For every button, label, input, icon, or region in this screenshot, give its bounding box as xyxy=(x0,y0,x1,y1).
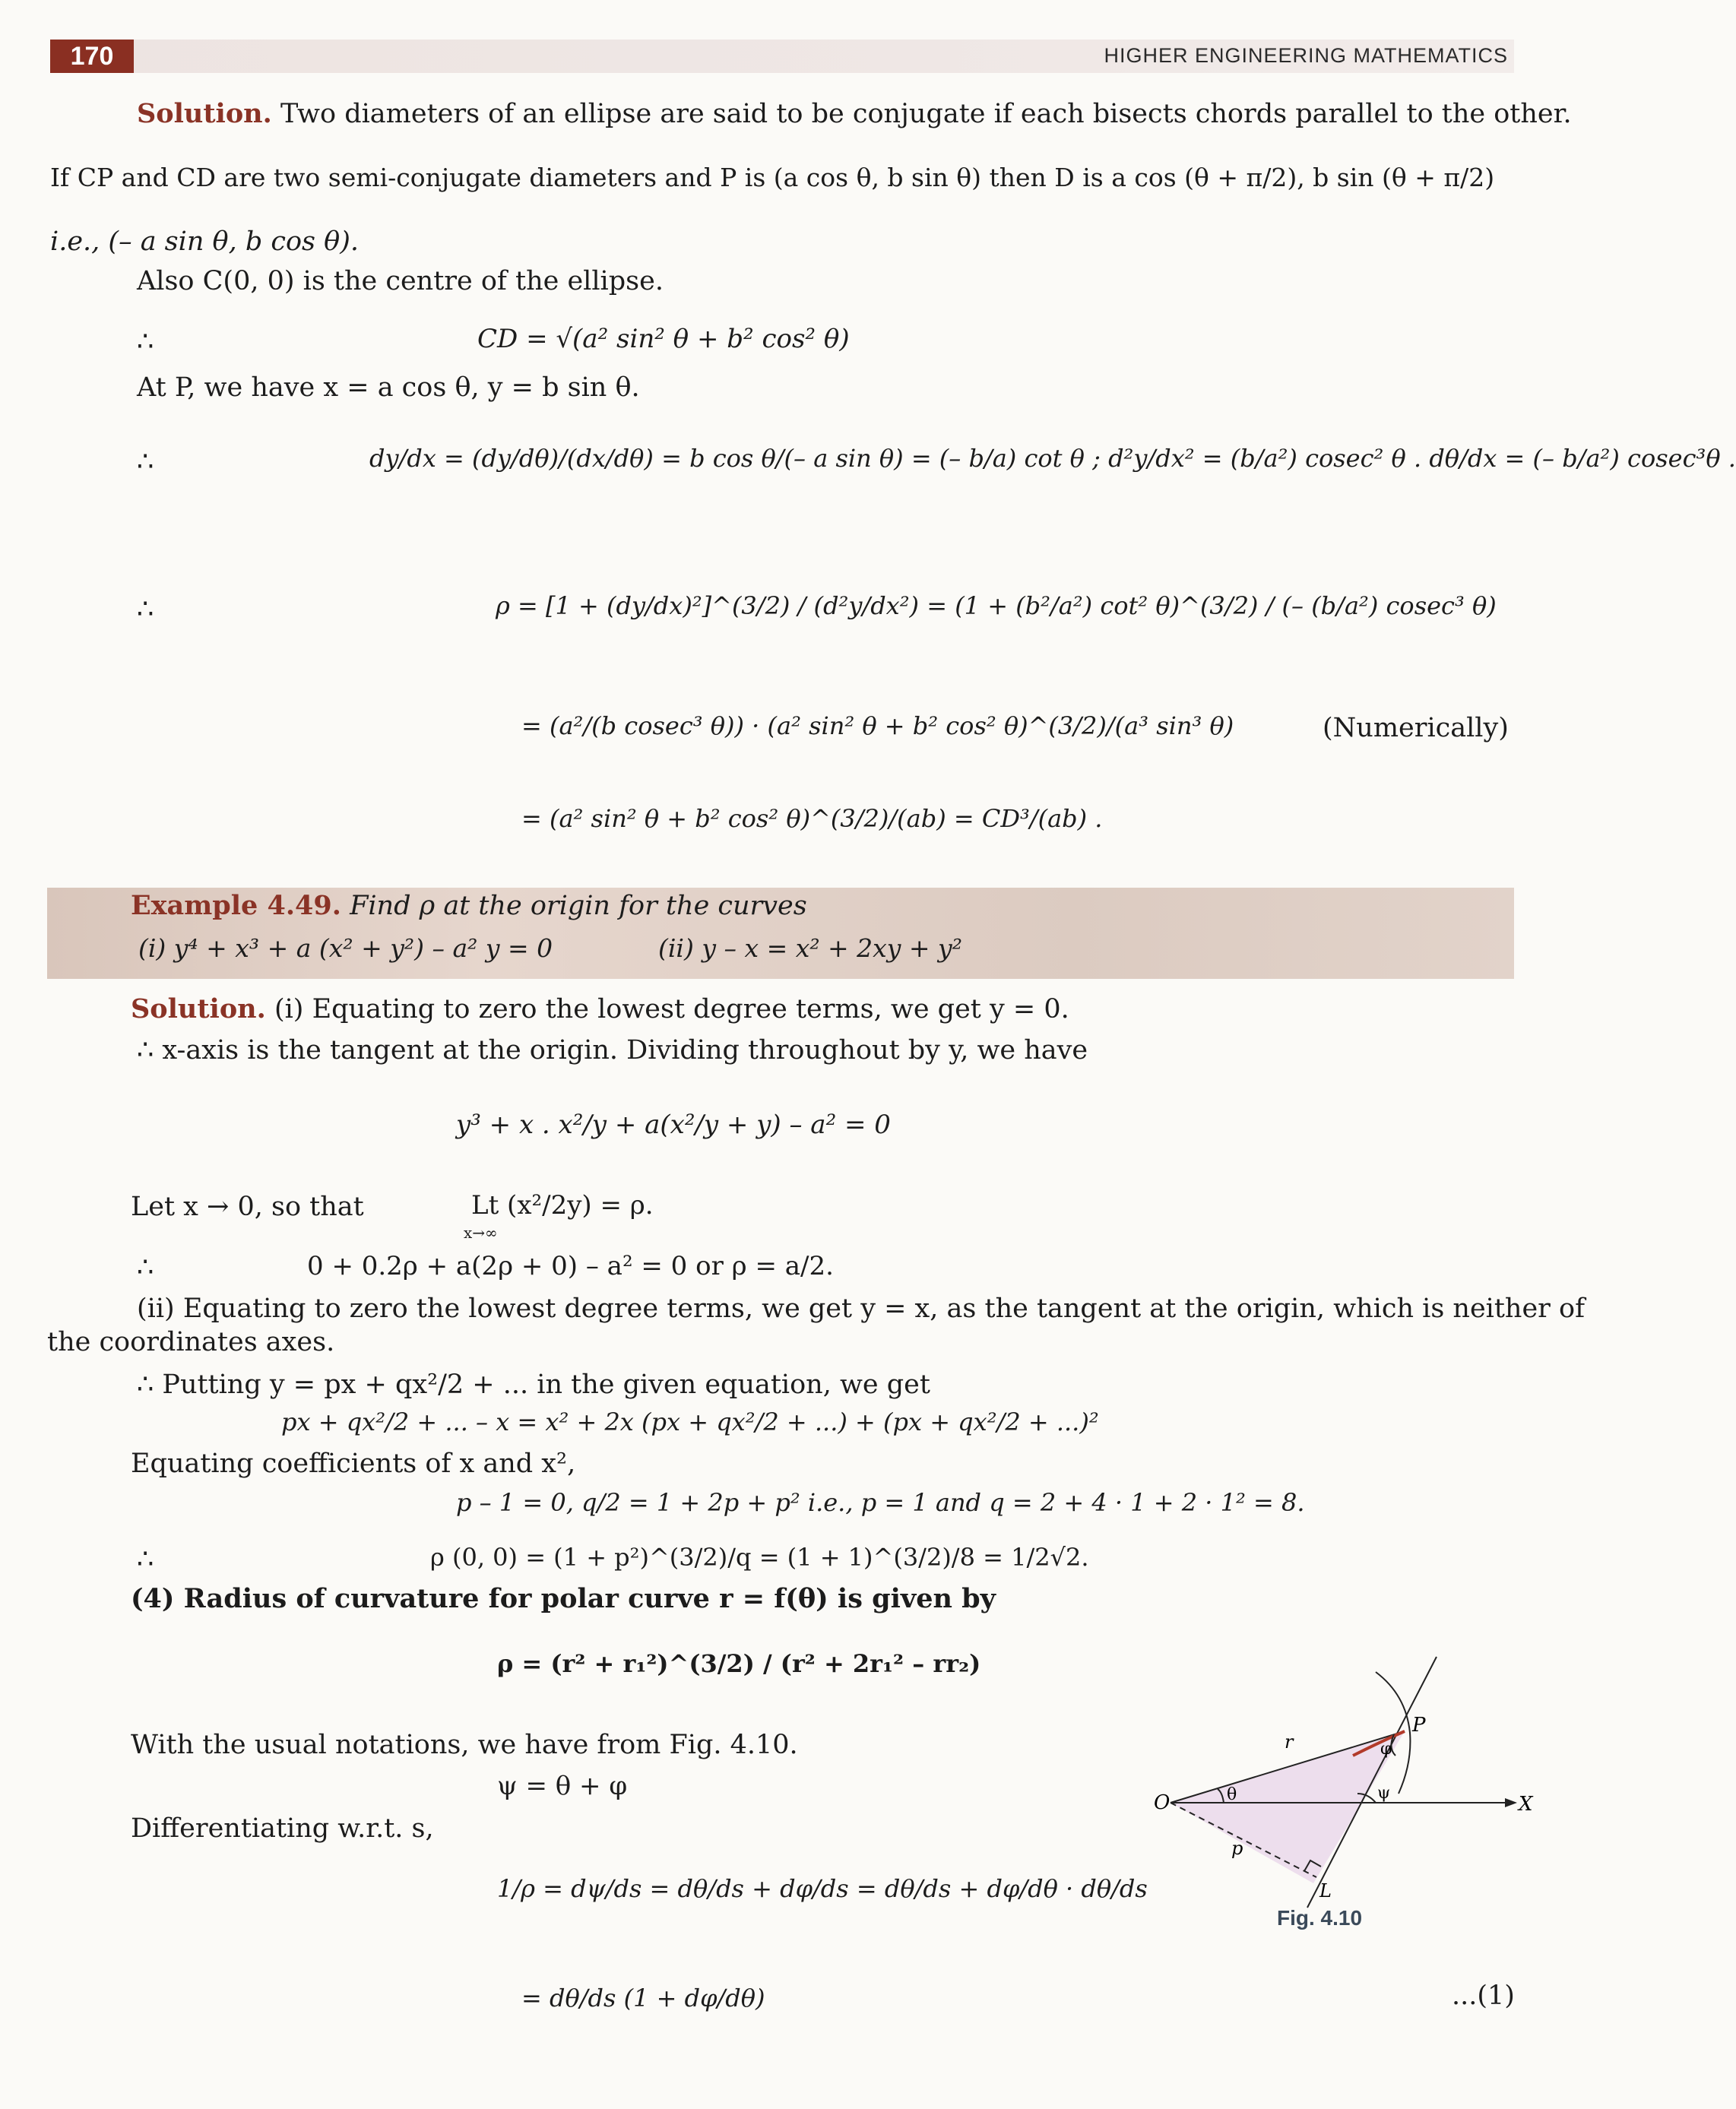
rho-equation-3: = (a² sin² θ + b² cos² θ)^(3/2)/(ab) = CD³/(ab) . xyxy=(521,804,1103,833)
limit-subscript: x→∞ xyxy=(464,1224,498,1242)
therefore-symbol: ∴ xyxy=(137,327,154,357)
conjugate-line: If CP and CD are two semi-conjugate diameters and P is (a cos θ, b sin θ) then D is a cos (θ + π/2), b sin (θ + π/2) xyxy=(50,163,1495,192)
solution-paragraph-1 xyxy=(137,97,1572,131)
solution-2-line-2: ∴ x-axis is the tangent at the origin. Dividing throughout by y, we have xyxy=(137,1035,1088,1066)
cd-equation: CD = √(a² sin² θ + b² cos² θ) xyxy=(477,324,850,354)
curvature-equation-b: = dθ/ds (1 + dφ/dθ) xyxy=(521,1984,765,2012)
label-phi: φ xyxy=(1380,1740,1392,1759)
example-part-2: (ii) y – x = x² + 2xy + y² xyxy=(658,933,962,963)
expanded-equation: px + qx²/2 + ... – x = x² + 2x (px + qx²/2 + ...) + (px + qx²/2 + ...)² xyxy=(281,1408,1099,1436)
section-heading: (4) Radius of curvature for polar curve r = f(θ) is given by xyxy=(131,1583,996,1614)
solution-label: Solution. xyxy=(131,993,266,1024)
centre-line: Also C(0, 0) is the centre of the ellipse. xyxy=(137,266,664,296)
at-p-line: At P, we have x = a cos θ, y = b sin θ. xyxy=(137,372,640,403)
differentiating-line: Differentiating w.r.t. s, xyxy=(131,1813,434,1844)
numerically-note: (Numerically) xyxy=(1323,713,1509,743)
rho-equation-2: = (a²/(b cosec³ θ)) · (a² sin² θ + b² cos² θ)^(3/2)/(a³ sin³ θ) xyxy=(521,711,1234,740)
equation-divided: y³ + x . x²/y + a(x²/y + y) – a² = 0 xyxy=(456,1110,891,1140)
solution-2-text: (i) Equating to zero the lowest degree terms, we get y = 0. xyxy=(274,994,1069,1024)
coefficients-equation: p – 1 = 0, q/2 = 1 + 2p + p² i.e., p = 1 and q = 2 + 4 · 1 + 2 · 1² = 8. xyxy=(456,1488,1305,1517)
label-o: O xyxy=(1154,1791,1171,1814)
derivative-equation: dy/dx = (dy/dθ)/(dx/dθ) = b cos θ/(– a sin θ) = (– b/a) cot θ ; d²y/dx² = (b/a²) cosec² θ . dθ/dx = (– b/a²) cosec³θ . xyxy=(369,444,1736,473)
therefore-symbol: ∴ xyxy=(137,447,154,477)
psi-equation: ψ = θ + φ xyxy=(497,1771,628,1801)
putting-line: ∴ Putting y = px + qx²/2 + ... in the given equation, we get xyxy=(137,1370,930,1400)
label-r: r xyxy=(1285,1731,1294,1753)
therefore-symbol: ∴ xyxy=(137,594,154,625)
usual-notations-line: With the usual notations, we have from Fig. 4.10. xyxy=(131,1730,798,1760)
label-p-small: p xyxy=(1231,1838,1243,1859)
solution-text: Two diameters of an ellipse are said to be conjugate if each bisects chords parallel to the other. xyxy=(280,99,1572,129)
running-head: HIGHER ENGINEERING MATHEMATICS xyxy=(1104,44,1508,67)
rho-equation-1: ρ = [1 + (dy/dx)²]^(3/2) / (d²y/dx²) = (1 + (b²/a²) cot² θ)^(3/2) / (– (b/a²) cosec³ θ) xyxy=(496,591,1497,620)
figure-caption: Fig. 4.10 xyxy=(1277,1906,1363,1930)
label-l: L xyxy=(1319,1880,1332,1902)
triangle-shade xyxy=(1171,1731,1405,1883)
let-x-line: Let x → 0, so that xyxy=(131,1192,364,1222)
equating-line: Equating coefficients of x and x², xyxy=(131,1449,576,1479)
page-number: 170 xyxy=(50,40,134,73)
example-label: Example 4.49. xyxy=(131,890,341,921)
rho-a-half-equation: 0 + 0.2ρ + a(2ρ + 0) – a² = 0 or ρ = a/2. xyxy=(307,1251,834,1281)
therefore-symbol: ∴ xyxy=(137,1252,154,1283)
rho-origin-equation: ρ (0, 0) = (1 + p²)^(3/2)/q = (1 + 1)^(3/2)/8 = 1/2√2. xyxy=(430,1543,1089,1572)
label-psi: ψ xyxy=(1377,1784,1391,1803)
curvature-equation-a: 1/ρ = dψ/ds = dθ/ds + dφ/ds = dθ/ds + dφ/dθ · dθ/ds xyxy=(497,1874,1148,1903)
therefore-symbol: ∴ xyxy=(137,1544,154,1575)
rho-polar-formula: ρ = (r² + r₁²)^(3/2) / (r² + 2r₁² – rr₂) xyxy=(497,1649,981,1678)
limit-expression: Lt (x²/2y) = ρ. xyxy=(471,1190,654,1221)
label-p: P xyxy=(1412,1714,1426,1737)
solution-2-line-1 xyxy=(131,993,1069,1026)
part-ii-line-cont: the coordinates axes. xyxy=(47,1327,335,1357)
figure-4-10 xyxy=(1148,1649,1533,1938)
label-x: X xyxy=(1519,1793,1533,1816)
solution-label: Solution. xyxy=(137,98,272,129)
part-ii-line: (ii) Equating to zero the lowest degree terms, we get y = x, as the tangent at the origin, which is neither of xyxy=(137,1294,1586,1324)
ie-line: i.e., (– a sin θ, b cos θ). xyxy=(50,226,359,257)
label-theta: θ xyxy=(1227,1785,1237,1804)
equation-tag: ...(1) xyxy=(1452,1981,1515,2011)
x-axis-arrow xyxy=(1505,1798,1517,1807)
example-title: Find ρ at the origin for the curves xyxy=(350,891,807,921)
example-heading xyxy=(131,889,807,923)
polar-curve xyxy=(1376,1672,1410,1794)
example-part-1: (i) y⁴ + x³ + a (x² + y²) – a² y = 0 xyxy=(138,933,553,963)
